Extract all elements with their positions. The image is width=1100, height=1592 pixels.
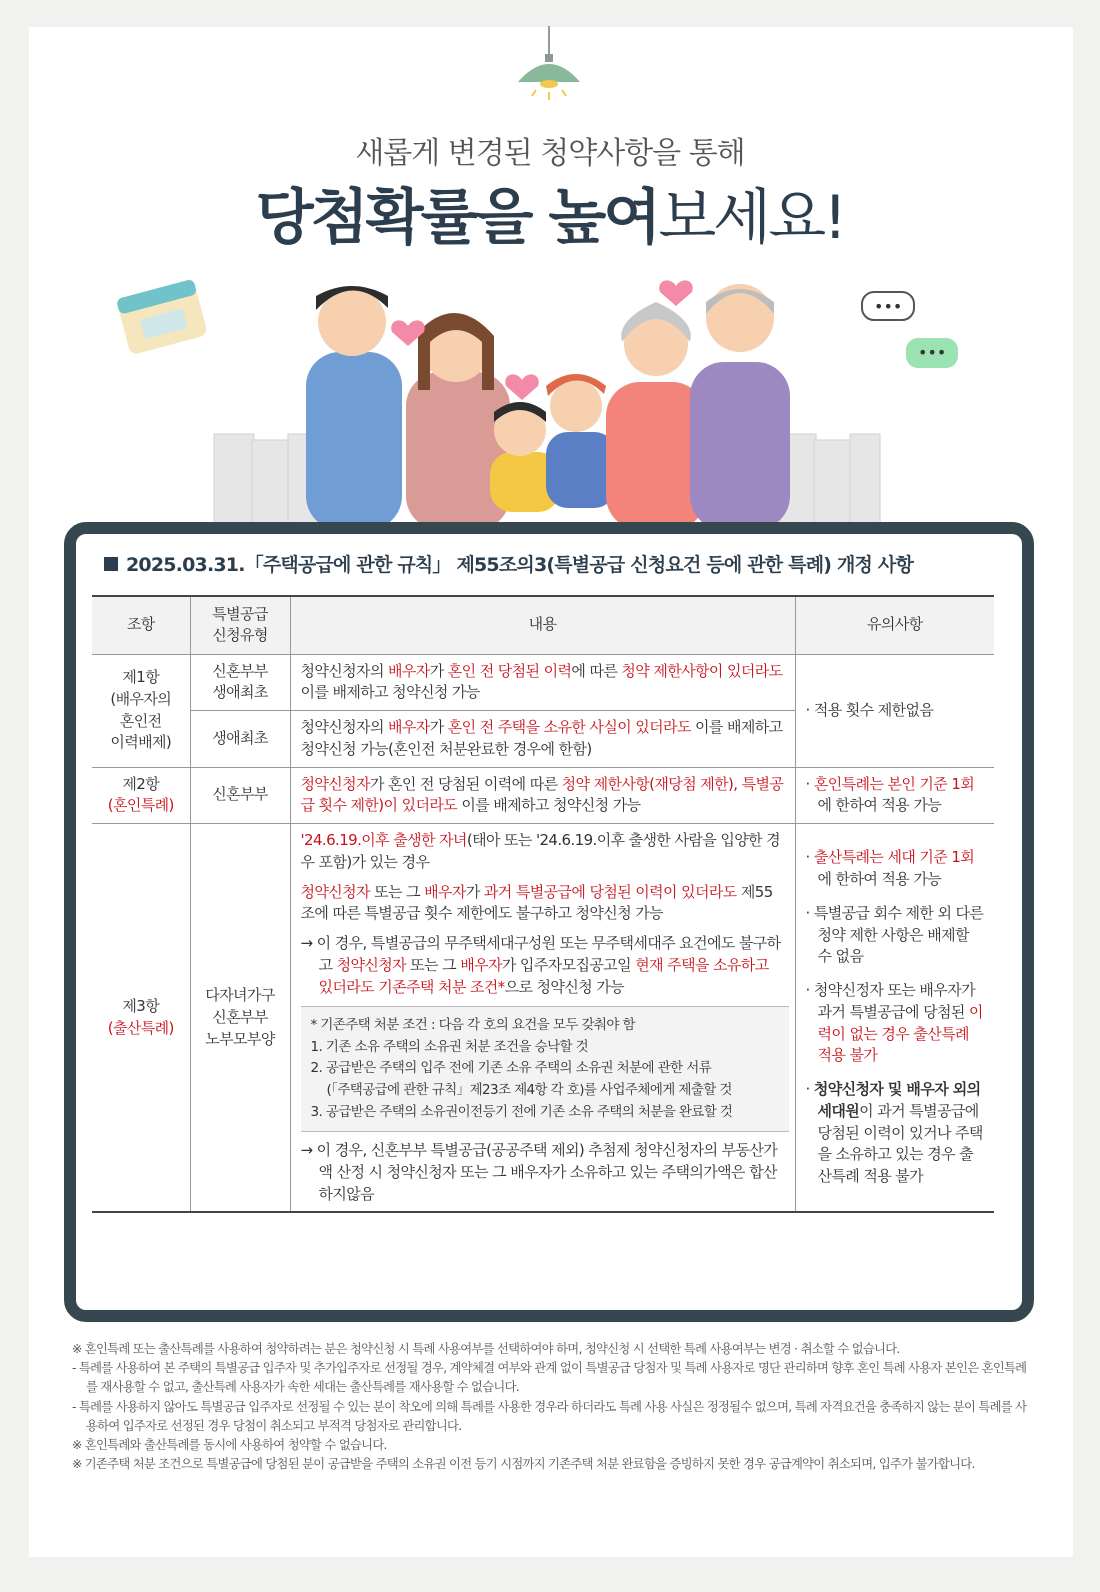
amendment-table bbox=[92, 595, 994, 1213]
headline-bold: 당첨확률을 높여 bbox=[255, 183, 659, 253]
col-header-type bbox=[190, 596, 290, 654]
pendant-lamp-icon bbox=[514, 26, 584, 106]
type-cell bbox=[190, 767, 290, 824]
note-item: · 출산특례는 세대 기준 1회에 한하여 적용 가능 bbox=[805, 848, 975, 889]
note-item: · 혼인특례는 본인 기준 1회에 한하여 적용 가능 bbox=[805, 774, 975, 815]
footnote-item: - 특례를 사용하여 본 주택의 특별공급 입주자 및 추가입주자로 선정될 경우, 계약체결 여부와 관계 없이 특별공급 당첨자 및 특례 사용자로 명단 관리하며 향후 혼인 특례 사용자 본인은 혼인특례를 재사용할 수 없고, 출산특례 사용자가 속한 세대는 출산특례를 재사용할 수 없습니다. bbox=[72, 1361, 1027, 1395]
footnote-item: - 특례를 사용하지 않아도 특별공급 입주자로 선정될 수 있는 분이 착오에 의해 특례를 사용한 경우라 하더라도 특례 사용 사실은 정정될수 없으며, 특례 자격요건을 충족하지 않는 분이 특례를 사용하여 입주자로 선정된 경우 당첨이 취소되고 부적격 당첨자로 관리합니다. bbox=[72, 1399, 1027, 1433]
table-row bbox=[92, 824, 994, 1213]
col-header-notes bbox=[795, 596, 994, 654]
type-text: 다자녀가구 신혼부부 노부모부양 bbox=[205, 986, 275, 1048]
amendment-panel bbox=[64, 522, 1034, 1322]
col-header-text: 유의사항 bbox=[866, 615, 923, 634]
content-cell bbox=[290, 711, 795, 768]
content-cell bbox=[290, 767, 795, 824]
content-paragraph: → 이 경우, 신혼부부 특별공급(공공주택 제외) 추첨제 청약신청자의 부동산가액 산정 시 청약신청자 또는 그 배우자가 소유하고 있는 주택의가액은 합산하지않음 bbox=[300, 1141, 778, 1203]
footnote-item: ※ 혼인특례 또는 출산특례를 사용하여 청약하려는 분은 청약신청 시 특례 사용여부를 선택하여야 하며, 청약신청 시 선택한 특례 사용여부는 변경 · 취소할 수 없습니다. bbox=[72, 1342, 900, 1356]
notes-cell bbox=[795, 654, 994, 767]
type-text: 생애최초 bbox=[212, 728, 268, 747]
note-item: · 청약신청자 및 배우자 외의 세대원이 과거 특별공급에 당첨된 이력이 있거나 주택을 소유하고 있는 경우 출산특례 적용 불가 bbox=[805, 1080, 983, 1186]
box-line: 3. 공급받은 주택의 소유권이전등기 전에 기존 소유 주택의 처분을 완료할 것 bbox=[310, 1103, 733, 1120]
content-paragraph: 청약신청자가 혼인 전 당첨된 이력에 따른 청약 제한사항(재당첨 제한), 특별공급 횟수 제한)이 있더라도 이를 배제하고 청약신청 가능 bbox=[300, 774, 784, 815]
note-item: · 특별공급 회수 제한 외 다른 청약 제한 사항은 배제할 수 없음 bbox=[805, 903, 984, 966]
disposal-conditions-box bbox=[301, 1006, 789, 1132]
article-text: 제3항 bbox=[122, 996, 160, 1015]
box-line: 1. 기존 소유 주택의 소유권 처분 조건을 승낙할 것 bbox=[310, 1038, 589, 1055]
article-cell-3 bbox=[92, 824, 190, 1213]
type-cell bbox=[190, 824, 290, 1213]
content-paragraph: 청약신청자의 배우자가 혼인 전 주택을 소유한 사실이 있더라도 이를 배제하고 청약신청 가능(혼인전 처분완료한 경우에 한함) bbox=[300, 718, 783, 758]
speech-bubble-icon bbox=[862, 292, 958, 368]
content-cell bbox=[290, 824, 795, 1213]
content-paragraph: → 이 경우, 특별공급의 무주택세대구성원 또는 무주택세대주 요건에도 불구하고 청약신청자 또는 그 배우자가 입주자모집공고일 현재 주택을 소유하고 있더라도 기존주택 처분 조건*으로 청약신청 가능 bbox=[300, 934, 781, 996]
footnote-item: ※ 기존주택 처분 조건으로 특별공급에 당첨된 분이 공급받을 주택의 소유권 이전 등기 시점까지 기존주택 처분 완료함을 증빙하지 못한 경우 공급계약이 취소되며, 입주가 불가합니다. bbox=[72, 1457, 975, 1472]
article-cell-2 bbox=[92, 767, 190, 824]
footnotes bbox=[72, 1340, 1032, 1474]
article-text: 제2항 bbox=[122, 774, 160, 793]
col-header-text: 특별공급 신청유형 bbox=[212, 604, 268, 645]
content-paragraph: 청약신청자의 배우자가 혼인 전 당첨된 이력에 따른 청약 제한사항이 있더라도 이를 배제하고 청약신청 가능 bbox=[300, 661, 783, 702]
note-item: · 청약신정자 또는 배우자가 과거 특별공급에 당첨된 이력이 없는 경우 출산특례 적용 불가 bbox=[805, 981, 983, 1065]
col-header-content bbox=[290, 596, 795, 654]
table-header-row bbox=[92, 596, 994, 654]
content-paragraph: 청약신청자 또는 그 배우자가 과거 특별공급에 당첨된 이력이 있더라도 제55조에 따른 특별공급 횟수 제한에도 불구하고 청약신청 가능 bbox=[300, 882, 773, 923]
box-line: (「주택공급에 관한 규칙」제23조 제4항 각 호)를 사업주체에게 제출할 것 bbox=[326, 1082, 732, 1099]
calendar-icon bbox=[116, 279, 208, 356]
type-text: 신혼부부 bbox=[212, 785, 268, 804]
content-paragraph: '24.6.19.이후 출생한 자녀(태아 또는 '24.6.19.이후 출생한 사람을 입양한 경우 포함)가 있는 경우 bbox=[300, 831, 781, 871]
notes-cell bbox=[795, 824, 994, 1213]
content-cell bbox=[290, 654, 795, 711]
col-header-text: 내용 bbox=[528, 615, 557, 634]
svg-text:•••: ••• bbox=[918, 343, 947, 362]
article-subtitle: (출산특례) bbox=[107, 1018, 174, 1037]
table-row bbox=[92, 654, 994, 711]
col-header-text: 조항 bbox=[126, 615, 155, 634]
poster-headline bbox=[0, 170, 1100, 256]
family-illustration bbox=[110, 262, 990, 530]
article-text: 제1항 (배우자의 혼인전 이력배제) bbox=[110, 668, 172, 752]
panel-title bbox=[104, 550, 913, 577]
box-line: * 기존주택 처분 조건 : 다음 각 호의 요건을 모두 갖춰야 함 bbox=[310, 1017, 635, 1034]
type-cell bbox=[190, 711, 290, 768]
svg-text:•••: ••• bbox=[874, 297, 903, 316]
article-cell-1 bbox=[92, 654, 190, 767]
panel-title-text: 2025.03.31.「주택공급에 관한 규칙」 제55조의3(특별공급 신청요건 등에 관한 특례) 개정 사항 bbox=[126, 554, 913, 576]
type-cell bbox=[190, 654, 290, 711]
table-row bbox=[92, 767, 994, 824]
box-line: 2. 공급받은 주택의 입주 전에 기존 소유 주택의 소유권 처분에 관한 서류 bbox=[310, 1060, 712, 1077]
bullet-square-icon bbox=[104, 557, 118, 571]
col-header-article bbox=[92, 596, 190, 654]
poster-subtitle: 새롭게 변경된 청약사항을 통해 bbox=[355, 136, 745, 171]
note-item: · 적용 횟수 제한없음 bbox=[805, 700, 934, 719]
type-text: 신혼부부 생애최초 bbox=[212, 661, 268, 702]
article-subtitle: (혼인특례) bbox=[107, 796, 174, 815]
headline-thin: 보세요! bbox=[658, 183, 845, 253]
notes-cell bbox=[795, 767, 994, 824]
family-people-icon bbox=[306, 284, 790, 530]
footnote-item: ※ 혼인특례와 출산특례를 동시에 사용하여 청약할 수 없습니다. bbox=[72, 1437, 387, 1452]
